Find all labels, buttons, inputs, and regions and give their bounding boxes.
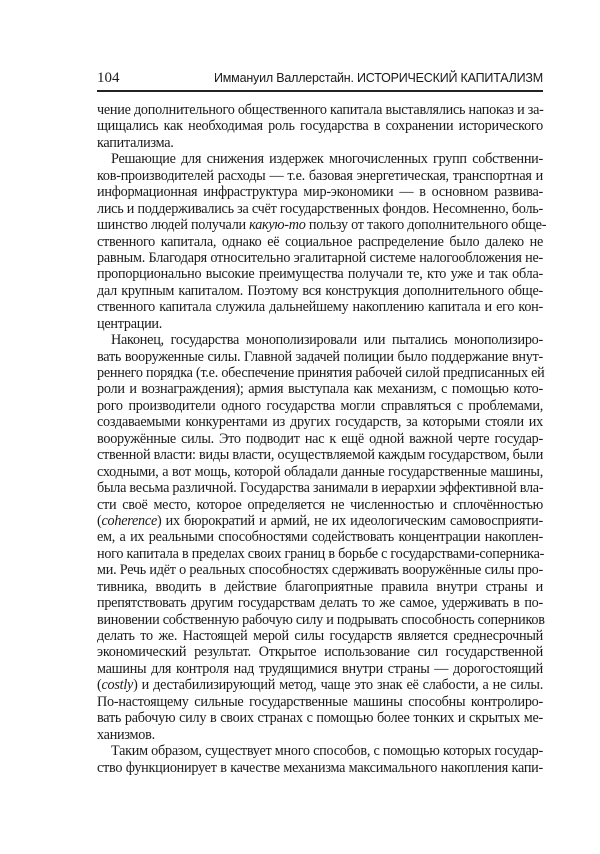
text-line: По-настоящему сильные государственные машины способны контролиро- bbox=[97, 693, 543, 710]
text-line: ного капитала в пределах своих границ в борьбе с государствами-соперника- bbox=[97, 545, 545, 562]
text-line: сходными, а вот мощь, которой обладали данные государственные машины, bbox=[97, 463, 543, 480]
text-line: информационная инфраструктура мир-экономики — в основном развива- bbox=[97, 184, 543, 201]
text-line: ми. Речь идёт о реальных способностях сдерживать вооружённые силы про- bbox=[97, 562, 543, 579]
text-line: тивника, вводить в действие благоприятные правила внутри страны и bbox=[97, 578, 543, 595]
text-line bbox=[97, 677, 543, 693]
text-fragment: ) и дестабилизирующий метод, чаще это знак её слабости, а не силы. bbox=[133, 677, 543, 694]
text-line: дал крупным капиталом. Поэтому вся конструкция дополнительного обще- bbox=[97, 282, 543, 299]
italic-term: costly bbox=[101, 677, 134, 694]
text-line bbox=[97, 217, 547, 234]
text-fragment: шинство людей получали bbox=[97, 217, 250, 234]
text-line: препятствовать другим государствам делать то же самое, удерживать в по- bbox=[97, 595, 543, 612]
text-line: реннего порядка (т.е. обеспечение принятия рабочей силой предписанных ей bbox=[97, 365, 545, 381]
text-line: ственной власти: виды власти, осуществляемой каждым государством, были bbox=[97, 447, 544, 464]
text-line: сти своё место, которое определяется не численностью и сплочённостью bbox=[97, 496, 543, 513]
text-line: создаваемыми конкурентами из других государств, за которыми стояли их bbox=[97, 414, 543, 431]
text-line: лись и поддерживались за счёт государственных фондов. Несомненно, боль- bbox=[97, 200, 543, 217]
text-line: равным. Благодаря относительно эгалитарной системе налогообложения не- bbox=[97, 249, 543, 266]
text-line: ков-производителей расходы — т.е. базовая энергетическая, транспортная и bbox=[97, 167, 543, 184]
text-line: Решающие для снижения издержек многочисленных групп собственни- bbox=[111, 151, 543, 168]
text-line: пропорционально высокие преимущества получали те, кто уже и так обла- bbox=[97, 266, 543, 283]
text-fragment: ( bbox=[97, 677, 102, 694]
text-line: Наконец, государства монополизировали или пытались монополизиро- bbox=[111, 332, 543, 349]
text-line: ственного капитала, однако её социальное распределение было далеко не bbox=[97, 233, 543, 250]
text-line: ство функционирует в качестве механизма максимального накопления капи- bbox=[97, 759, 543, 776]
text-line: роли и вознаграждения); армия выступала как механизм, с помощью кото- bbox=[97, 381, 543, 398]
text-line: была весьма различной. Государства занимали в иерархии эффективной вла- bbox=[97, 480, 544, 497]
running-header bbox=[97, 68, 543, 92]
text-line: вать вооруженные силы. Главной задачей полиции было поддержание внут- bbox=[97, 348, 543, 365]
italic-term: какую-то bbox=[249, 217, 306, 234]
text-line: ем, а их реальными способностями содействовать концентрации накоплен- bbox=[97, 529, 543, 546]
text-line: вооружённые силы. Это подводит нас к ещё одной важной черте государ- bbox=[97, 430, 543, 447]
text-line: капитализма. bbox=[97, 134, 174, 151]
text-line: виновении собственную рабочую силу и подрывать способность соперников bbox=[97, 611, 545, 628]
text-line: вать рабочую силу в своих странах с помощью более тонких и скрытых ме- bbox=[97, 710, 543, 727]
text-line: делать то же. Настоящей мерой силы государств является среднесрочный bbox=[97, 628, 543, 644]
text-line: ханизмов. bbox=[97, 726, 155, 743]
text-line: ственного капитала служила дальнейшему накоплению капитала и его кон- bbox=[97, 299, 543, 316]
text-fragment: ) их бюрократий и армий, не их идеологическим самовосприяти- bbox=[157, 512, 543, 529]
body-text bbox=[97, 102, 547, 776]
page-number: 104 bbox=[97, 70, 120, 86]
text-line: Таким образом, существует много способов, с помощью которых государ- bbox=[111, 743, 543, 760]
text-line: щищались как необходимая роль государства в сохранении исторического bbox=[97, 118, 543, 135]
text-line: экономический результат. Открытое использование сил государственной bbox=[97, 644, 543, 661]
text-line: машины для контроля над трудящимися внутри страны — дорогостоящий bbox=[97, 660, 543, 677]
text-line: центрации. bbox=[97, 315, 163, 332]
italic-term: coherence bbox=[101, 512, 157, 529]
text-line: чение дополнительного общественного капитала выставлялись напоказ и за- bbox=[97, 102, 544, 118]
text-fragment: ( bbox=[97, 512, 102, 529]
running-title: Иммануил Валлерстайн. ИСТОРИЧЕСКИЙ КАПИТАЛИЗМ bbox=[214, 71, 543, 85]
text-line: рого производители одного государства могли справляться с проблемами, bbox=[97, 397, 543, 414]
text-fragment: пользу от такого дополнительного обще- bbox=[305, 217, 547, 234]
text-line bbox=[97, 513, 543, 529]
